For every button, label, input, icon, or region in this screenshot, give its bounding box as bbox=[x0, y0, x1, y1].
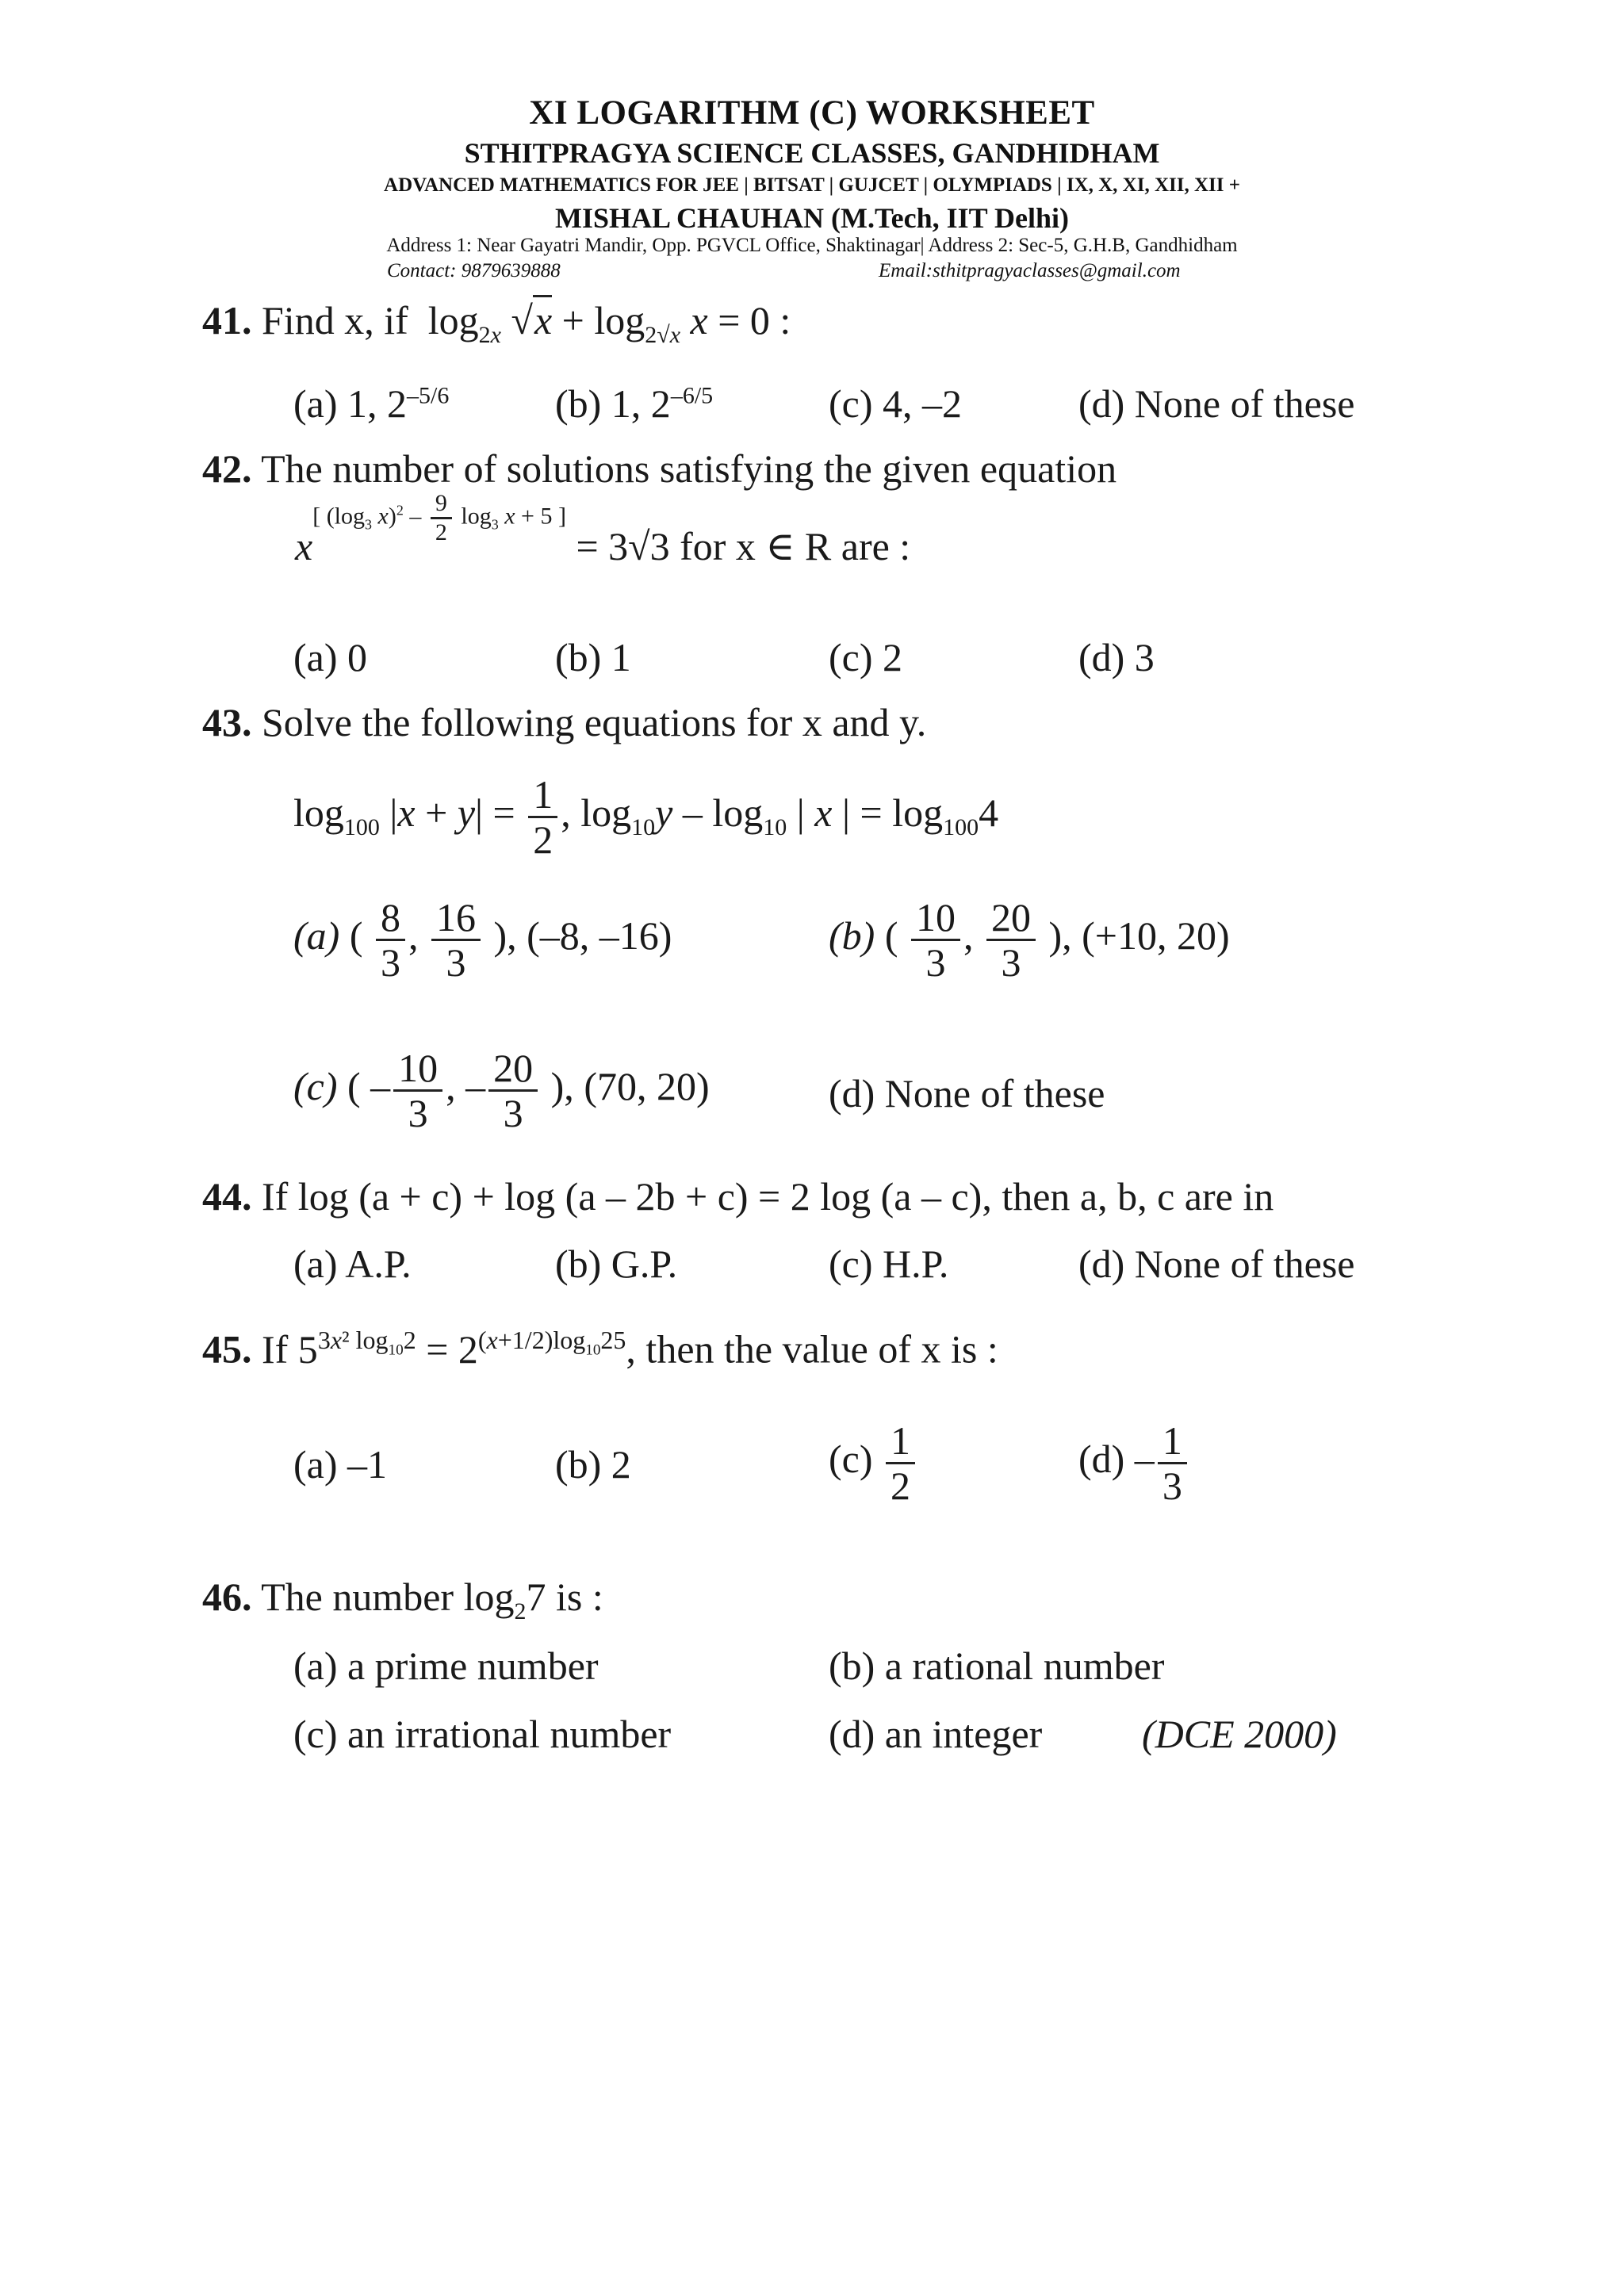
option-c[interactable]: (c) ( – $\frac{10}{3}$ , – $\frac{20}{3}$ ), (70, 20) bbox=[293, 1046, 710, 1135]
option-c[interactable]: (c) 2 bbox=[829, 635, 902, 679]
subjects-line: ADVANCED MATHEMATICS FOR JEE | BITSAT | GUJCET | OLYMPIADS | IX, X, XI, XII, XII + bbox=[384, 174, 1240, 196]
question-number: 44. bbox=[202, 1174, 252, 1219]
option-d[interactable]: (d) – $\frac{1}{3}$ bbox=[1078, 1419, 1190, 1507]
option-c[interactable]: (c) $\frac{1}{2}$ bbox=[829, 1419, 918, 1507]
school-name: STHITPRAGYA SCIENCE CLASSES, GANDHIDHAM bbox=[464, 137, 1160, 169]
option-b[interactable]: (b) 1 bbox=[555, 635, 631, 679]
option-b[interactable]: (b) ( $\frac{10}{3}$ , $\frac{20}{3}$ ), (+10, 20) bbox=[829, 895, 1230, 985]
equation-rhs: = 3√3 for x ∈ R are : bbox=[576, 524, 911, 568]
option-d[interactable]: (d) an integer bbox=[829, 1712, 1043, 1756]
option-a[interactable]: (a) –1 bbox=[293, 1442, 387, 1487]
question-text: , then the value of x is : bbox=[626, 1326, 998, 1372]
question-number: 45. bbox=[202, 1326, 252, 1372]
question-number: 46. bbox=[202, 1575, 252, 1619]
question-43-equation: $\log_{100} |x + y|$ = $\frac{1}{2}$ , $\log_{10}y - \log_{10}$ | x | = $\log_{100}4$ bbox=[293, 772, 999, 862]
option-a[interactable]: (a) a prime number bbox=[293, 1644, 599, 1688]
question-46: 46. The number $\log_27$ is : bbox=[202, 1575, 603, 1624]
option-a[interactable]: (a) 0 bbox=[293, 635, 367, 679]
option-d[interactable]: (d) None of these bbox=[1078, 381, 1355, 426]
contact-email: Email:sthitpragyaclasses@gmail.com bbox=[879, 260, 1181, 281]
question-41 bbox=[202, 295, 791, 349]
question-42-equation: x[ ($\log_3$ x)$^2$ – $\frac{9}{2}$ $\log_3 x + 5$ ] = 3√3 for x ∈ R are : bbox=[295, 489, 911, 568]
exponent: [ ($\log_3$ x)$^2$ – $\frac{9}{2}$ $\log_3 x + 5$ ] bbox=[312, 489, 566, 545]
question-44 bbox=[202, 1173, 1274, 1219]
option-c[interactable]: (c) 4, –2 bbox=[829, 381, 962, 426]
question-text: Find x, if bbox=[262, 298, 408, 342]
contact-phone: Contact: 9879639888 bbox=[387, 260, 561, 281]
option-c[interactable]: (c) an irrational number bbox=[293, 1712, 672, 1756]
worksheet-title: XI LOGARITHM (C) WORKSHEET bbox=[529, 94, 1095, 132]
question-42 bbox=[202, 446, 1116, 492]
question-43 bbox=[202, 699, 926, 745]
question-45 bbox=[202, 1326, 998, 1372]
option-b[interactable]: (b) G.P. bbox=[555, 1242, 678, 1286]
option-a[interactable]: (a) A.P. bbox=[293, 1242, 412, 1286]
option-a[interactable]: (a) 1, $2^{-5/6}$ bbox=[293, 381, 450, 426]
question-math: $\log_{2x} √x + \log_{2√x} x = 0$ : bbox=[418, 298, 791, 342]
option-d[interactable]: (d) None of these bbox=[829, 1071, 1105, 1115]
question-number: 41. bbox=[202, 298, 252, 342]
question-math: If $5^{3x^2 log_{10}2} = 2^{(x+1/2)log_{10}25}$ bbox=[262, 1326, 626, 1372]
address-line: Address 1: Near Gayatri Mandir, Opp. PGVCL Office, Shaktinagar| Address 2: Sec-5, G.H.B, Gandhidham bbox=[386, 235, 1238, 256]
question-number: 43. bbox=[202, 700, 252, 744]
teacher-name: MISHAL CHAUHAN (M.Tech, IIT Delhi) bbox=[554, 202, 1070, 234]
source-tag: (DCE 2000) bbox=[1142, 1712, 1337, 1756]
question-text: Solve the following equations for x and y. bbox=[262, 700, 927, 744]
question-text: The number of solutions satisfying the given equation bbox=[261, 446, 1117, 491]
question-number: 42. bbox=[202, 446, 252, 491]
option-b[interactable]: (b) 1, $2^{-6/5}$ bbox=[555, 381, 714, 426]
question-text: If log (a + c) + log (a – 2b + c) = 2 log (a – c), then a, b, c are in bbox=[262, 1174, 1274, 1219]
option-c[interactable]: (c) H.P. bbox=[829, 1242, 949, 1286]
option-d[interactable]: (d) 3 bbox=[1078, 635, 1155, 679]
option-b[interactable]: (b) 2 bbox=[555, 1442, 631, 1487]
option-d[interactable]: (d) None of these bbox=[1078, 1242, 1355, 1286]
option-a[interactable]: (a) ( $\frac{8}{3}$ , $\frac{16}{3}$ ), (–8, –16) bbox=[293, 895, 672, 985]
option-b[interactable]: (b) a rational number bbox=[829, 1644, 1165, 1688]
